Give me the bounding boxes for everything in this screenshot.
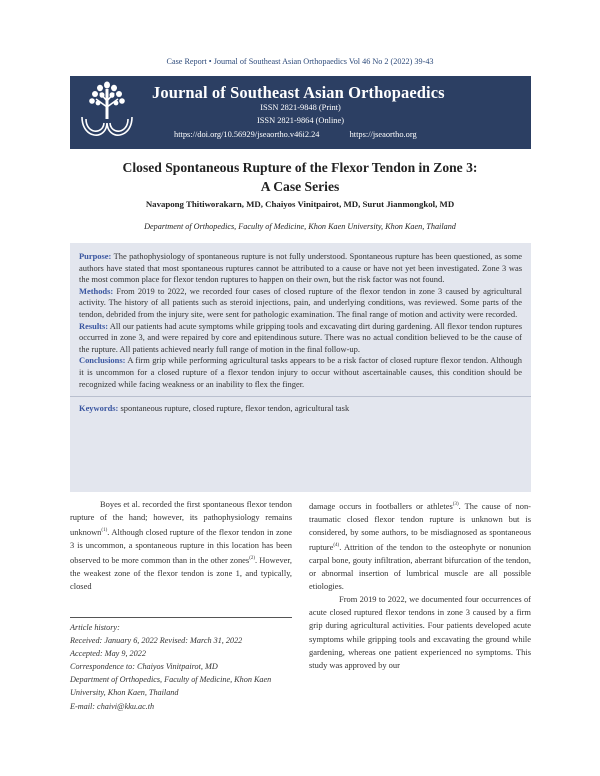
methods-label: Methods: xyxy=(79,285,114,296)
results-label: Results: xyxy=(79,320,109,331)
body-paragraph: From 2019 to 2022, we documented four occurrences of acute closed ruptured flexor tendons in zone 3 caused by a firm grip during agricultural activities. Four patients developed acute symptoms while gripping tools and excavating the ground while gardening, whereas one patient experienced no symptoms. This study was approved by our xyxy=(309,594,531,670)
body-text: . Although closed rupture of the flexor tendon in zone 3 is uncommon, a spontaneous rupture in this location has been observed to be more common than in the other zones xyxy=(70,527,292,565)
title-line-1: Closed Spontaneous Rupture of the Flexor Tendon in Zone 3: xyxy=(122,160,478,175)
conclusions-label: Conclusions: xyxy=(79,355,126,366)
title-line-2: A Case Series xyxy=(260,179,340,194)
doi-link[interactable]: https://doi.org/10.56929/jseaortho.v46i2.24 xyxy=(174,130,320,139)
citation-1[interactable]: (1) xyxy=(101,528,108,534)
body-right-column xyxy=(309,498,531,672)
history-department: Department of Orthopedics, Faculty of Medicine, Khon Kaen University, Khon Kaen, Thailand xyxy=(70,675,272,698)
conclusions-text: A firm grip while performing agricultural tasks appears to be a risk factor of closed rupture flexor tendon. Although it is uncommon for a closed rupture of a flexor tendon injury to occur without ascertainable causes, this condition should be recognized while facing weakness or an inability to flex the finger. xyxy=(79,355,522,389)
keywords-text: spontaneous rupture, closed rupture, flexor tendon, agricultural task xyxy=(118,403,350,414)
abstract-box xyxy=(70,243,531,492)
article-title xyxy=(0,158,600,196)
author-list: Navapong Thitiworakarn, MD, Chaiyos Vinitpairot, MD, Surut Jianmongkol, MD xyxy=(145,199,455,209)
body-left-column xyxy=(70,498,292,593)
purpose-text: The pathophysiology of spontaneous rupture is not fully understood. Spontaneous rupture has been questioned, as some authors have stated that most spontaneous ruptures cannot be attributed to a cause or have not yet been investigated. Zone 3 was the most common place for flexor tendon ruptures to happen on their own, but the risk factor was not found. xyxy=(79,251,522,285)
abstract-divider xyxy=(70,396,531,397)
affiliation: Department of Orthopedics, Faculty of Medicine, Khon Kaen University, Khon Kaen, Thailand xyxy=(144,222,456,231)
citation-4[interactable]: (4) xyxy=(333,543,340,549)
website-link[interactable]: https://jseaortho.org xyxy=(349,130,417,139)
citation-2[interactable]: (2) xyxy=(249,556,256,562)
body-text: damage occurs in footballers or athletes xyxy=(309,500,453,511)
results-text: All our patients had acute symptoms while gripping tools and excavating dirt during gardening. All flexor tendon ruptures occurred in zone 3, and were repaired by core and epitendinous suture. There was no actual condition believed to be the cause of the rupture. All patients achieved nearly full range of motion in the final follow-up. xyxy=(79,320,522,354)
journal-name: Journal of Southeast Asian Orthopaedics xyxy=(152,83,445,102)
article-history xyxy=(70,617,292,713)
methods-text: From 2019 to 2022, we recorded four cases of closed rupture of the flexor tendon in zone 3 caused by agricultural activity. The history of all patients such as steroid injections, pain, and underlying conditions, was reviewed. Some parts of the tendon, debrided from the injury site, were sent for pathologic examination. The final range of motion and activity were recorded. xyxy=(79,285,522,319)
banner-links xyxy=(174,130,445,139)
issn-print: ISSN 2821-9848 (Print) xyxy=(260,103,341,112)
citation-3[interactable]: (3) xyxy=(452,502,459,507)
history-accepted: Accepted: May 9, 2022 xyxy=(70,649,146,659)
abstract-results xyxy=(79,321,522,356)
body-text: Boyes et al. recorded the first spontaneous flexor tendon rupture of the hand; however, its pathophysiology remains unknown xyxy=(70,499,292,537)
keywords-label: Keywords: xyxy=(79,403,119,414)
purpose-label: Purpose: xyxy=(79,251,112,261)
running-header: Case Report • Journal of Southeast Asian Orthopaedics Vol 46 No 2 (2022) 39-43 xyxy=(166,57,434,66)
body-text: . Attrition of the tendon to the osteophyte or nonunion carpal bone, gouty infiltration, aberrant bifurcation of the tendon, or abnormal insertion of lumbrical muscle are all possible etiologies. xyxy=(309,541,531,592)
abstract-keywords xyxy=(79,403,522,415)
issn-online: ISSN 2821-9864 (Online) xyxy=(256,116,344,125)
abstract-conclusions xyxy=(79,355,522,390)
body-text: . The cause of non-traumatic closed flexor tendon rupture is unknown but is considered, by some authors, to be misdiagnosed as spontaneous rupture xyxy=(309,500,531,552)
history-received: Received: January 6, 2022 Revised: March 31, 2022 xyxy=(70,636,243,646)
history-email[interactable]: E-mail: chaivi@kku.ac.th xyxy=(70,701,155,711)
journal-banner xyxy=(70,76,531,149)
abstract-purpose xyxy=(79,251,522,286)
abstract-methods xyxy=(79,286,522,321)
body-paragraph xyxy=(70,498,292,593)
journal-logo-icon xyxy=(76,79,138,145)
body-paragraph xyxy=(309,498,531,593)
body-text: . However, the weakest zone of the flexor tendon is zone 1, and typically, closed xyxy=(70,555,292,592)
history-correspondence: Correspondence to: Chaiyos Vinitpairot, MD xyxy=(70,662,218,672)
history-heading: Article history: xyxy=(70,623,120,632)
